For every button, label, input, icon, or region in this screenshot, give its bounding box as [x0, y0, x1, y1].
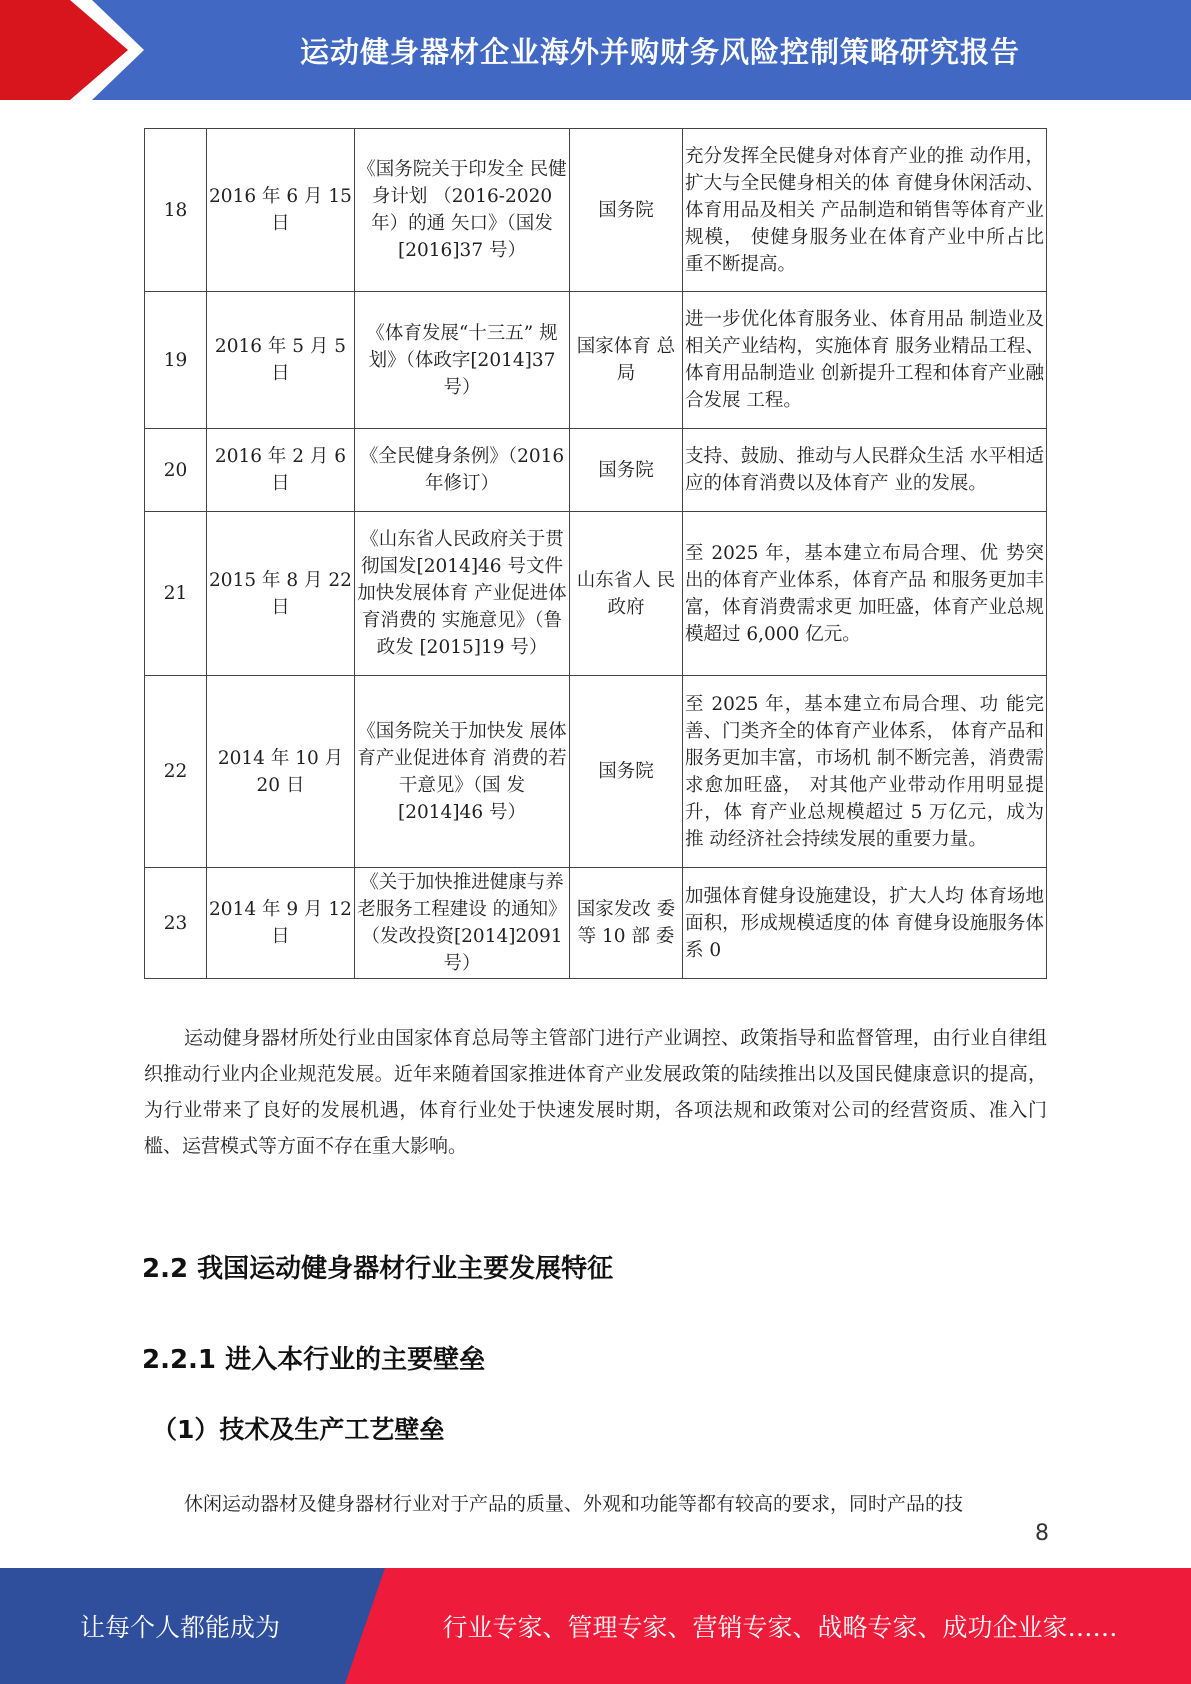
row-number: 18	[145, 129, 207, 292]
row-document: 《国务院关于印发全 民健身计划 （2016-2020 年）的通 矢口》（国发[2016]37 号）	[355, 129, 570, 292]
row-document: 《山东省人民政府关于贯彻国发[2014]46 号文件加快发展体育 产业促进体育消费的 实施意见》（鲁政发 [2015]19 号）	[355, 512, 570, 676]
row-content: 加强体育健身设施建设，扩大人均 体育场地面积，形成规模适度的体 育健身设施服务体系 0	[683, 868, 1047, 979]
row-date: 2015 年 8 月 22 日	[207, 512, 355, 676]
table-row	[145, 676, 1047, 868]
table-row	[145, 868, 1047, 979]
table-row	[145, 129, 1047, 292]
footer-slogan-right: 行业专家、管理专家、营销专家、战略专家、成功企业家……	[442, 1613, 1118, 1642]
row-date: 2014 年 10 月 20 日	[207, 676, 355, 868]
row-issuer: 国家体育 总局	[570, 292, 683, 429]
row-issuer: 国务院	[570, 429, 683, 512]
row-issuer: 国务院	[570, 129, 683, 292]
row-number: 19	[145, 292, 207, 429]
document-title: 运动健身器材企业海外并购财务风险控制策略研究报告	[299, 34, 1020, 69]
row-content: 至 2025 年，基本建立布局合理、功 能完善、门类齐全的体育产业体系， 体育产品和服务更加丰富，市场机 制不断完善，消费需求愈加旺盛， 对其他产业带动作用明显提升，体 育产业总规模超过 5 万亿元，成为推 动经济社会持续发展的重要力量。	[683, 676, 1047, 868]
row-date: 2014 年 9 月 12 日	[207, 868, 355, 979]
row-issuer: 国务院	[570, 676, 683, 868]
section-heading: 2.2 我国运动健身器材行业主要发展特征	[142, 1254, 614, 1284]
subsection-heading: 2.2.1 进入本行业的主要壁垒	[142, 1345, 486, 1375]
body-paragraph: 休闲运动器材及健身器材行业对于产品的质量、外观和功能等都有较高的要求，同时产品的技	[184, 1493, 964, 1515]
row-content: 至 2025 年，基本建立布局合理、优 势突出的体育产业体系，体育产品 和服务更加丰富，体育消费需求更 加旺盛，体育产业总规模超过 6,000 亿元。	[683, 512, 1047, 676]
row-document: 《全民健身条例》（2016 年修订）	[355, 429, 570, 512]
body-paragraph: 运动健身器材所处行业由国家体育总局等主管部门进行产业调控、政策指导和监督管理，由行业自律组织推动行业内企业规范发展。近年来随着国家推进体育产业发展政策的陆续推出以及国民健康意识的提高，为行业带来了良好的发展机遇，体育行业处于快速发展时期，各项法规和政策对公司的经营资质、准入门槛、运营模式等方面不存在重大影响。	[144, 1027, 1047, 1157]
page-number: 8	[1035, 1521, 1049, 1546]
row-date: 2016 年 2 月 6 日	[207, 429, 355, 512]
row-number: 21	[145, 512, 207, 676]
row-document: 《体育发展“十三五” 规划》（体政字[2014]37 号）	[355, 292, 570, 429]
row-document: 《关于加快推进健康与养老服务工程建设 的通知》（发改投资[2014]2091 号）	[355, 868, 570, 979]
sub-subsection-heading: （1）技术及生产工艺壁垒	[152, 1415, 445, 1444]
row-issuer: 国家发改 委等 10 部 委	[570, 868, 683, 979]
row-number: 23	[145, 868, 207, 979]
row-document: 《国务院关于加快发 展体育产业促进体育 消费的若干意见》（国 发[2014]46 号）	[355, 676, 570, 868]
row-issuer: 山东省人 民政府	[570, 512, 683, 676]
row-date: 2016 年 5 月 5 日	[207, 292, 355, 429]
footer-slogan-left: 让每个人都能成为	[79, 1613, 280, 1642]
row-content: 充分发挥全民健身对体育产业的推 动作用，扩大与全民健身相关的体 育健身休闲活动、体育用品及相关 产品制造和销售等体育产业规模， 使健身服务业在体育产业中所占比 重不断提高。	[683, 129, 1047, 292]
row-number: 20	[145, 429, 207, 512]
page-header	[0, 0, 1191, 110]
table-row	[145, 429, 1047, 512]
page-footer	[0, 1568, 1191, 1684]
row-date: 2016 年 6 月 15 日	[207, 129, 355, 292]
policy-table	[144, 128, 1047, 979]
table-row	[145, 512, 1047, 676]
table-row	[145, 292, 1047, 429]
row-content: 进一步优化体育服务业、体育用品 制造业及相关产业结构，实施体育 服务业精品工程、体育用品制造业 创新提升工程和体育产业融合发展 工程。	[683, 292, 1047, 429]
row-number: 22	[145, 676, 207, 868]
row-content: 支持、鼓励、推动与人民群众生活 水平相适应的体育消费以及体育产 业的发展。	[683, 429, 1047, 512]
